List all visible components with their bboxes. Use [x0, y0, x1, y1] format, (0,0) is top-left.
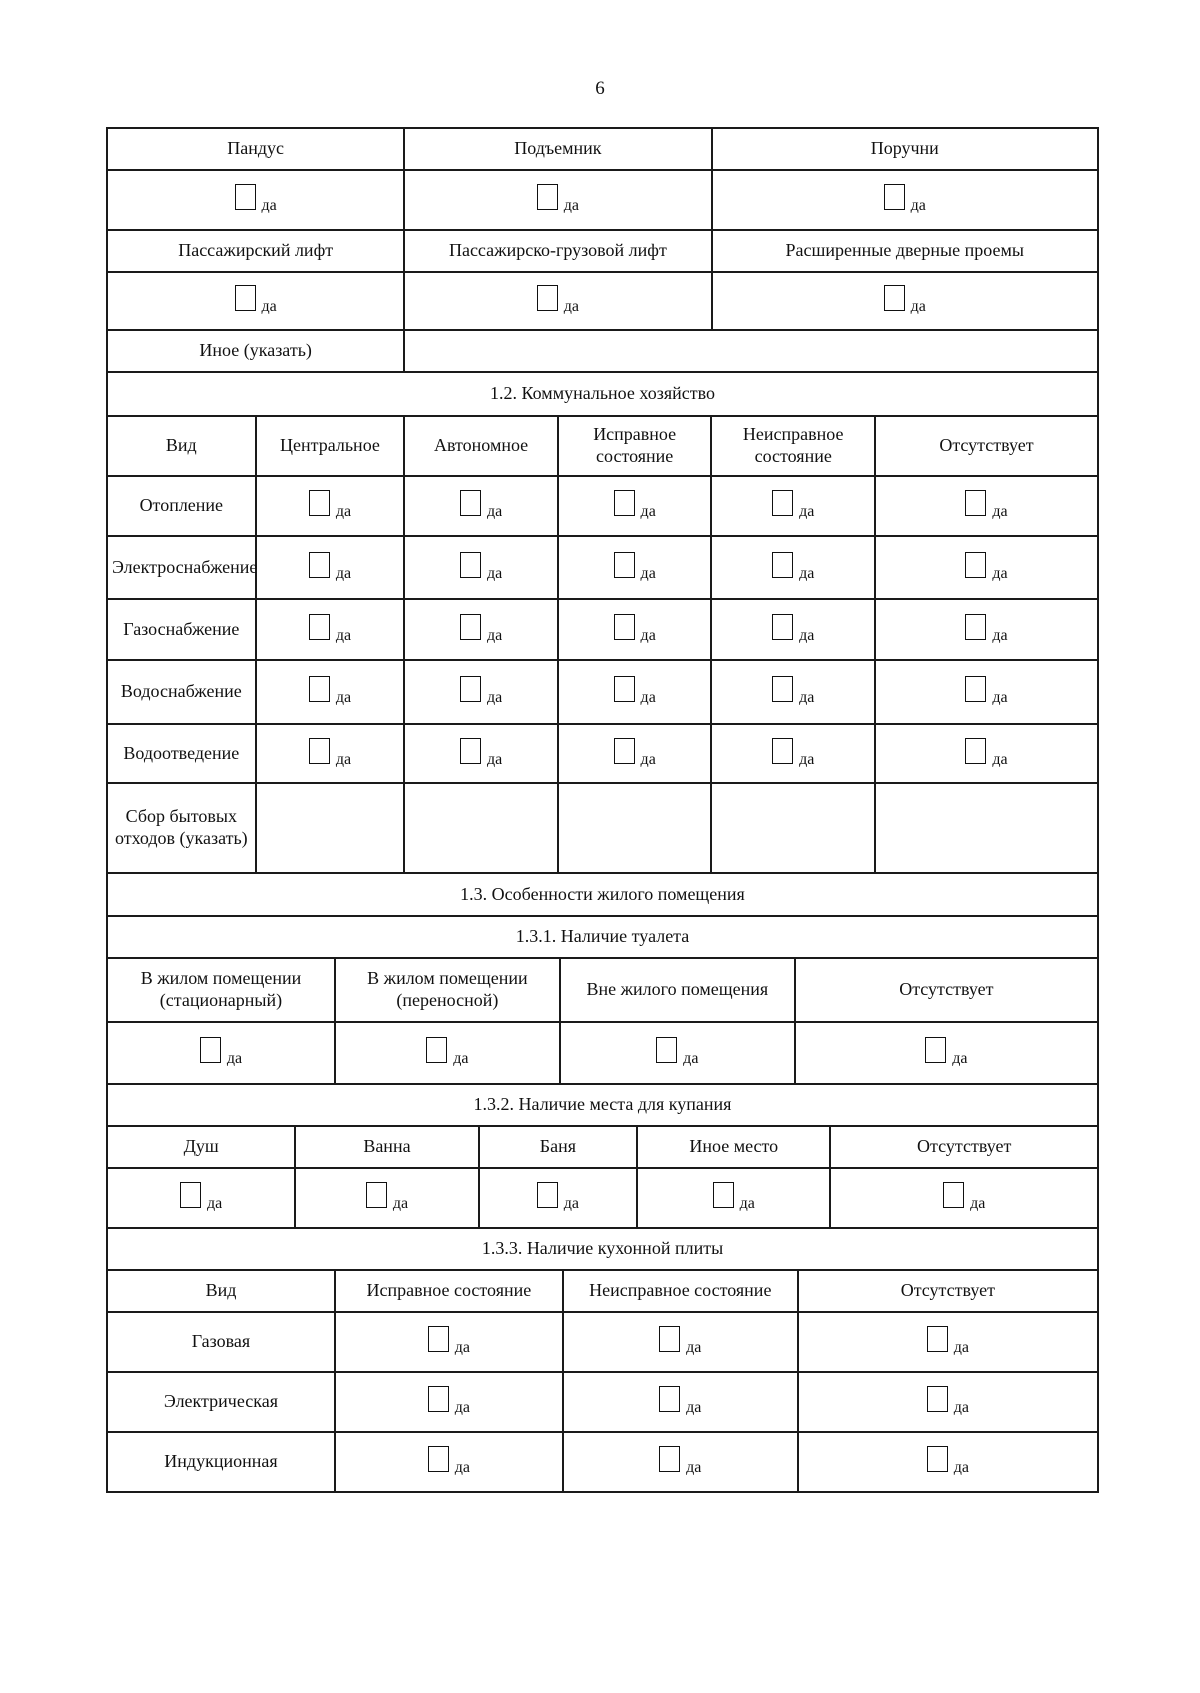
accessibility-table — [106, 127, 1099, 373]
induction-stove-working-checkbox[interactable] — [428, 1446, 449, 1472]
header-stove-absent: Отсутствует — [798, 1270, 1098, 1312]
yes-label: да — [207, 1195, 223, 1213]
yes-label: да — [992, 626, 1008, 644]
yes-label: да — [799, 503, 815, 521]
sewerage-autonomous-checkbox[interactable] — [460, 738, 481, 764]
waste-central-input[interactable] — [256, 783, 405, 873]
header-ramp: Пандус — [107, 128, 404, 170]
gas-stove-faulty-checkbox[interactable] — [659, 1326, 680, 1352]
yes-label: да — [454, 1459, 470, 1477]
gas-autonomous-checkbox[interactable] — [460, 614, 481, 640]
utilities-title: 1.2. Коммунальное хозяйство — [107, 372, 1098, 416]
yes-label: да — [970, 1195, 986, 1213]
row-label-waste: Сбор бытовых отходов (указать) — [107, 783, 256, 873]
waste-absent-input[interactable] — [875, 783, 1098, 873]
yes-label: да — [992, 689, 1008, 707]
heating-autonomous-checkbox[interactable] — [460, 490, 481, 516]
sewerage-central-checkbox[interactable] — [309, 738, 330, 764]
sauna-checkbox[interactable] — [537, 1182, 558, 1208]
toilet-stationary-checkbox[interactable] — [200, 1037, 221, 1063]
yes-label: да — [226, 1050, 243, 1068]
header-toilet-absent: Отсутствует — [795, 958, 1098, 1022]
electricity-faulty-checkbox[interactable] — [772, 552, 793, 578]
header-toilet-outside: Вне жилого помещения — [560, 958, 795, 1022]
yes-label: да — [640, 626, 656, 644]
yes-label: да — [799, 689, 815, 707]
yes-label: да — [486, 503, 503, 521]
header-autonomous: Автономное — [404, 416, 558, 476]
yes-label: да — [454, 1339, 470, 1357]
water-central-checkbox[interactable] — [309, 676, 330, 702]
freight-elevator-checkbox[interactable] — [537, 285, 558, 311]
yes-label: да — [486, 689, 503, 707]
header-stove-type: Вид — [107, 1270, 335, 1312]
electricity-central-checkbox[interactable] — [309, 552, 330, 578]
yes-label: да — [563, 298, 580, 316]
bathing-table — [106, 1083, 1099, 1229]
yes-label: да — [335, 626, 352, 644]
water-faulty-checkbox[interactable] — [772, 676, 793, 702]
header-absent: Отсутствует — [875, 416, 1098, 476]
yes-label: да — [261, 298, 277, 316]
handrails-cell — [712, 170, 1099, 230]
header-freight-elevator: Пассажирско-грузовой лифт — [404, 230, 711, 272]
yes-label: да — [392, 1195, 409, 1213]
stove-title: 1.3.3. Наличие кухонной плиты — [107, 1228, 1098, 1270]
header-faulty: Неисправное состояние — [711, 416, 875, 476]
yes-label: да — [799, 626, 815, 644]
header-shower: Душ — [107, 1126, 295, 1168]
electric-stove-faulty-checkbox[interactable] — [659, 1386, 680, 1412]
yes-label: да — [799, 564, 815, 582]
heating-absent-checkbox[interactable] — [965, 490, 986, 516]
yes-label: да — [910, 298, 926, 316]
other-place-checkbox[interactable] — [713, 1182, 734, 1208]
freight-elevator-cell — [404, 272, 711, 330]
bathing-title: 1.3.2. Наличие места для купания — [107, 1084, 1098, 1126]
row-label-sewerage: Водоотведение — [107, 724, 256, 783]
gas-working-checkbox[interactable] — [614, 614, 635, 640]
yes-label: да — [992, 750, 1008, 768]
ramp-checkbox[interactable] — [235, 184, 256, 210]
toilet-table — [106, 872, 1099, 1085]
other-label: Иное (указать) — [107, 330, 404, 372]
water-autonomous-checkbox[interactable] — [460, 676, 481, 702]
yes-label: да — [910, 197, 926, 215]
bathtub-checkbox[interactable] — [366, 1182, 387, 1208]
sewerage-faulty-checkbox[interactable] — [772, 738, 793, 764]
yes-label: да — [799, 750, 815, 768]
header-working: Исправное состояние — [558, 416, 712, 476]
heating-working-checkbox[interactable] — [614, 490, 635, 516]
waste-faulty-input[interactable] — [711, 783, 875, 873]
yes-label: да — [486, 564, 503, 582]
electric-stove-absent-checkbox[interactable] — [927, 1386, 948, 1412]
yes-label: да — [261, 197, 277, 215]
row-label-water: Водоснабжение — [107, 660, 256, 724]
row-label-heating: Отопление — [107, 476, 256, 536]
yes-label: да — [953, 1399, 969, 1417]
electricity-autonomous-checkbox[interactable] — [460, 552, 481, 578]
waste-autonomous-input[interactable] — [404, 783, 558, 873]
toilet-absent-checkbox[interactable] — [925, 1037, 946, 1063]
gas-central-checkbox[interactable] — [309, 614, 330, 640]
wide-doorways-cell — [712, 272, 1099, 330]
yes-label: да — [686, 1339, 702, 1357]
header-toilet-stationary: В жилом помещении (стационарный) — [107, 958, 335, 1022]
yes-label: да — [486, 750, 503, 768]
gas-stove-absent-checkbox[interactable] — [927, 1326, 948, 1352]
sewerage-absent-checkbox[interactable] — [965, 738, 986, 764]
yes-label: да — [335, 689, 352, 707]
lift-platform-checkbox[interactable] — [537, 184, 558, 210]
header-wide-doorways: Расширенные дверные проемы — [712, 230, 1099, 272]
header-stove-faulty: Неисправное состояние — [563, 1270, 798, 1312]
header-lift-platform: Подъемник — [404, 128, 711, 170]
electricity-absent-checkbox[interactable] — [965, 552, 986, 578]
toilet-outside-checkbox[interactable] — [656, 1037, 677, 1063]
header-passenger-elevator: Пассажирский лифт — [107, 230, 404, 272]
housing-title: 1.3. Особенности жилого помещения — [107, 873, 1098, 916]
yes-label: да — [335, 503, 352, 521]
passenger-elevator-cell — [107, 272, 404, 330]
lift-platform-cell — [404, 170, 711, 230]
wide-doorways-checkbox[interactable] — [884, 285, 905, 311]
heating-faulty-checkbox[interactable] — [772, 490, 793, 516]
yes-label: да — [952, 1050, 968, 1068]
yes-label: да — [739, 1195, 755, 1213]
row-label-electric-stove: Электрическая — [107, 1372, 335, 1432]
yes-label: да — [640, 750, 656, 768]
electric-stove-working-checkbox[interactable] — [428, 1386, 449, 1412]
gas-stove-working-checkbox[interactable] — [428, 1326, 449, 1352]
row-label-induction-stove: Индукционная — [107, 1432, 335, 1492]
induction-stove-absent-checkbox[interactable] — [927, 1446, 948, 1472]
header-bathing-absent: Отсутствует — [830, 1126, 1098, 1168]
yes-label: да — [686, 1399, 702, 1417]
header-central: Центральное — [256, 416, 405, 476]
utilities-table — [106, 371, 1099, 874]
handrails-checkbox[interactable] — [884, 184, 905, 210]
yes-label: да — [992, 564, 1008, 582]
yes-label: да — [486, 626, 503, 644]
header-handrails: Поручни — [712, 128, 1099, 170]
page-number: 6 — [595, 78, 605, 99]
row-label-gas: Газоснабжение — [107, 599, 256, 660]
row-label-gas-stove: Газовая — [107, 1312, 335, 1372]
header-toilet-portable: В жилом помещении (переносной) — [335, 958, 560, 1022]
sewerage-working-checkbox[interactable] — [614, 738, 635, 764]
ramp-cell — [107, 170, 404, 230]
survey-form — [106, 127, 1099, 1493]
yes-label: да — [563, 1195, 579, 1213]
yes-label: да — [686, 1459, 702, 1477]
header-bathtub: Ванна — [295, 1126, 478, 1168]
header-sauna: Баня — [479, 1126, 638, 1168]
header-other-place: Иное место — [637, 1126, 830, 1168]
shower-checkbox[interactable] — [180, 1182, 201, 1208]
water-absent-checkbox[interactable] — [965, 676, 986, 702]
yes-label: да — [335, 750, 352, 768]
yes-label: да — [454, 1399, 470, 1417]
yes-label: да — [563, 197, 580, 215]
header-stove-working: Исправное состояние — [335, 1270, 563, 1312]
toilet-title: 1.3.1. Наличие туалета — [107, 916, 1098, 958]
yes-label: да — [640, 564, 656, 582]
bathing-absent-checkbox[interactable] — [943, 1182, 964, 1208]
heating-central-checkbox[interactable] — [309, 490, 330, 516]
row-label-electricity: Электроснабжение — [107, 536, 256, 599]
yes-label: да — [640, 689, 656, 707]
stove-table — [106, 1227, 1099, 1493]
yes-label: да — [953, 1459, 969, 1477]
yes-label: да — [992, 503, 1008, 521]
water-working-checkbox[interactable] — [614, 676, 635, 702]
header-type: Вид — [107, 416, 256, 476]
gas-absent-checkbox[interactable] — [965, 614, 986, 640]
other-input[interactable] — [404, 330, 1098, 372]
yes-label: да — [683, 1050, 699, 1068]
passenger-elevator-checkbox[interactable] — [235, 285, 256, 311]
electricity-working-checkbox[interactable] — [614, 552, 635, 578]
waste-working-input[interactable] — [558, 783, 712, 873]
induction-stove-faulty-checkbox[interactable] — [659, 1446, 680, 1472]
yes-label: да — [640, 503, 656, 521]
yes-label: да — [953, 1339, 969, 1357]
yes-label: да — [335, 564, 352, 582]
yes-label: да — [453, 1050, 469, 1068]
toilet-portable-checkbox[interactable] — [426, 1037, 447, 1063]
gas-faulty-checkbox[interactable] — [772, 614, 793, 640]
